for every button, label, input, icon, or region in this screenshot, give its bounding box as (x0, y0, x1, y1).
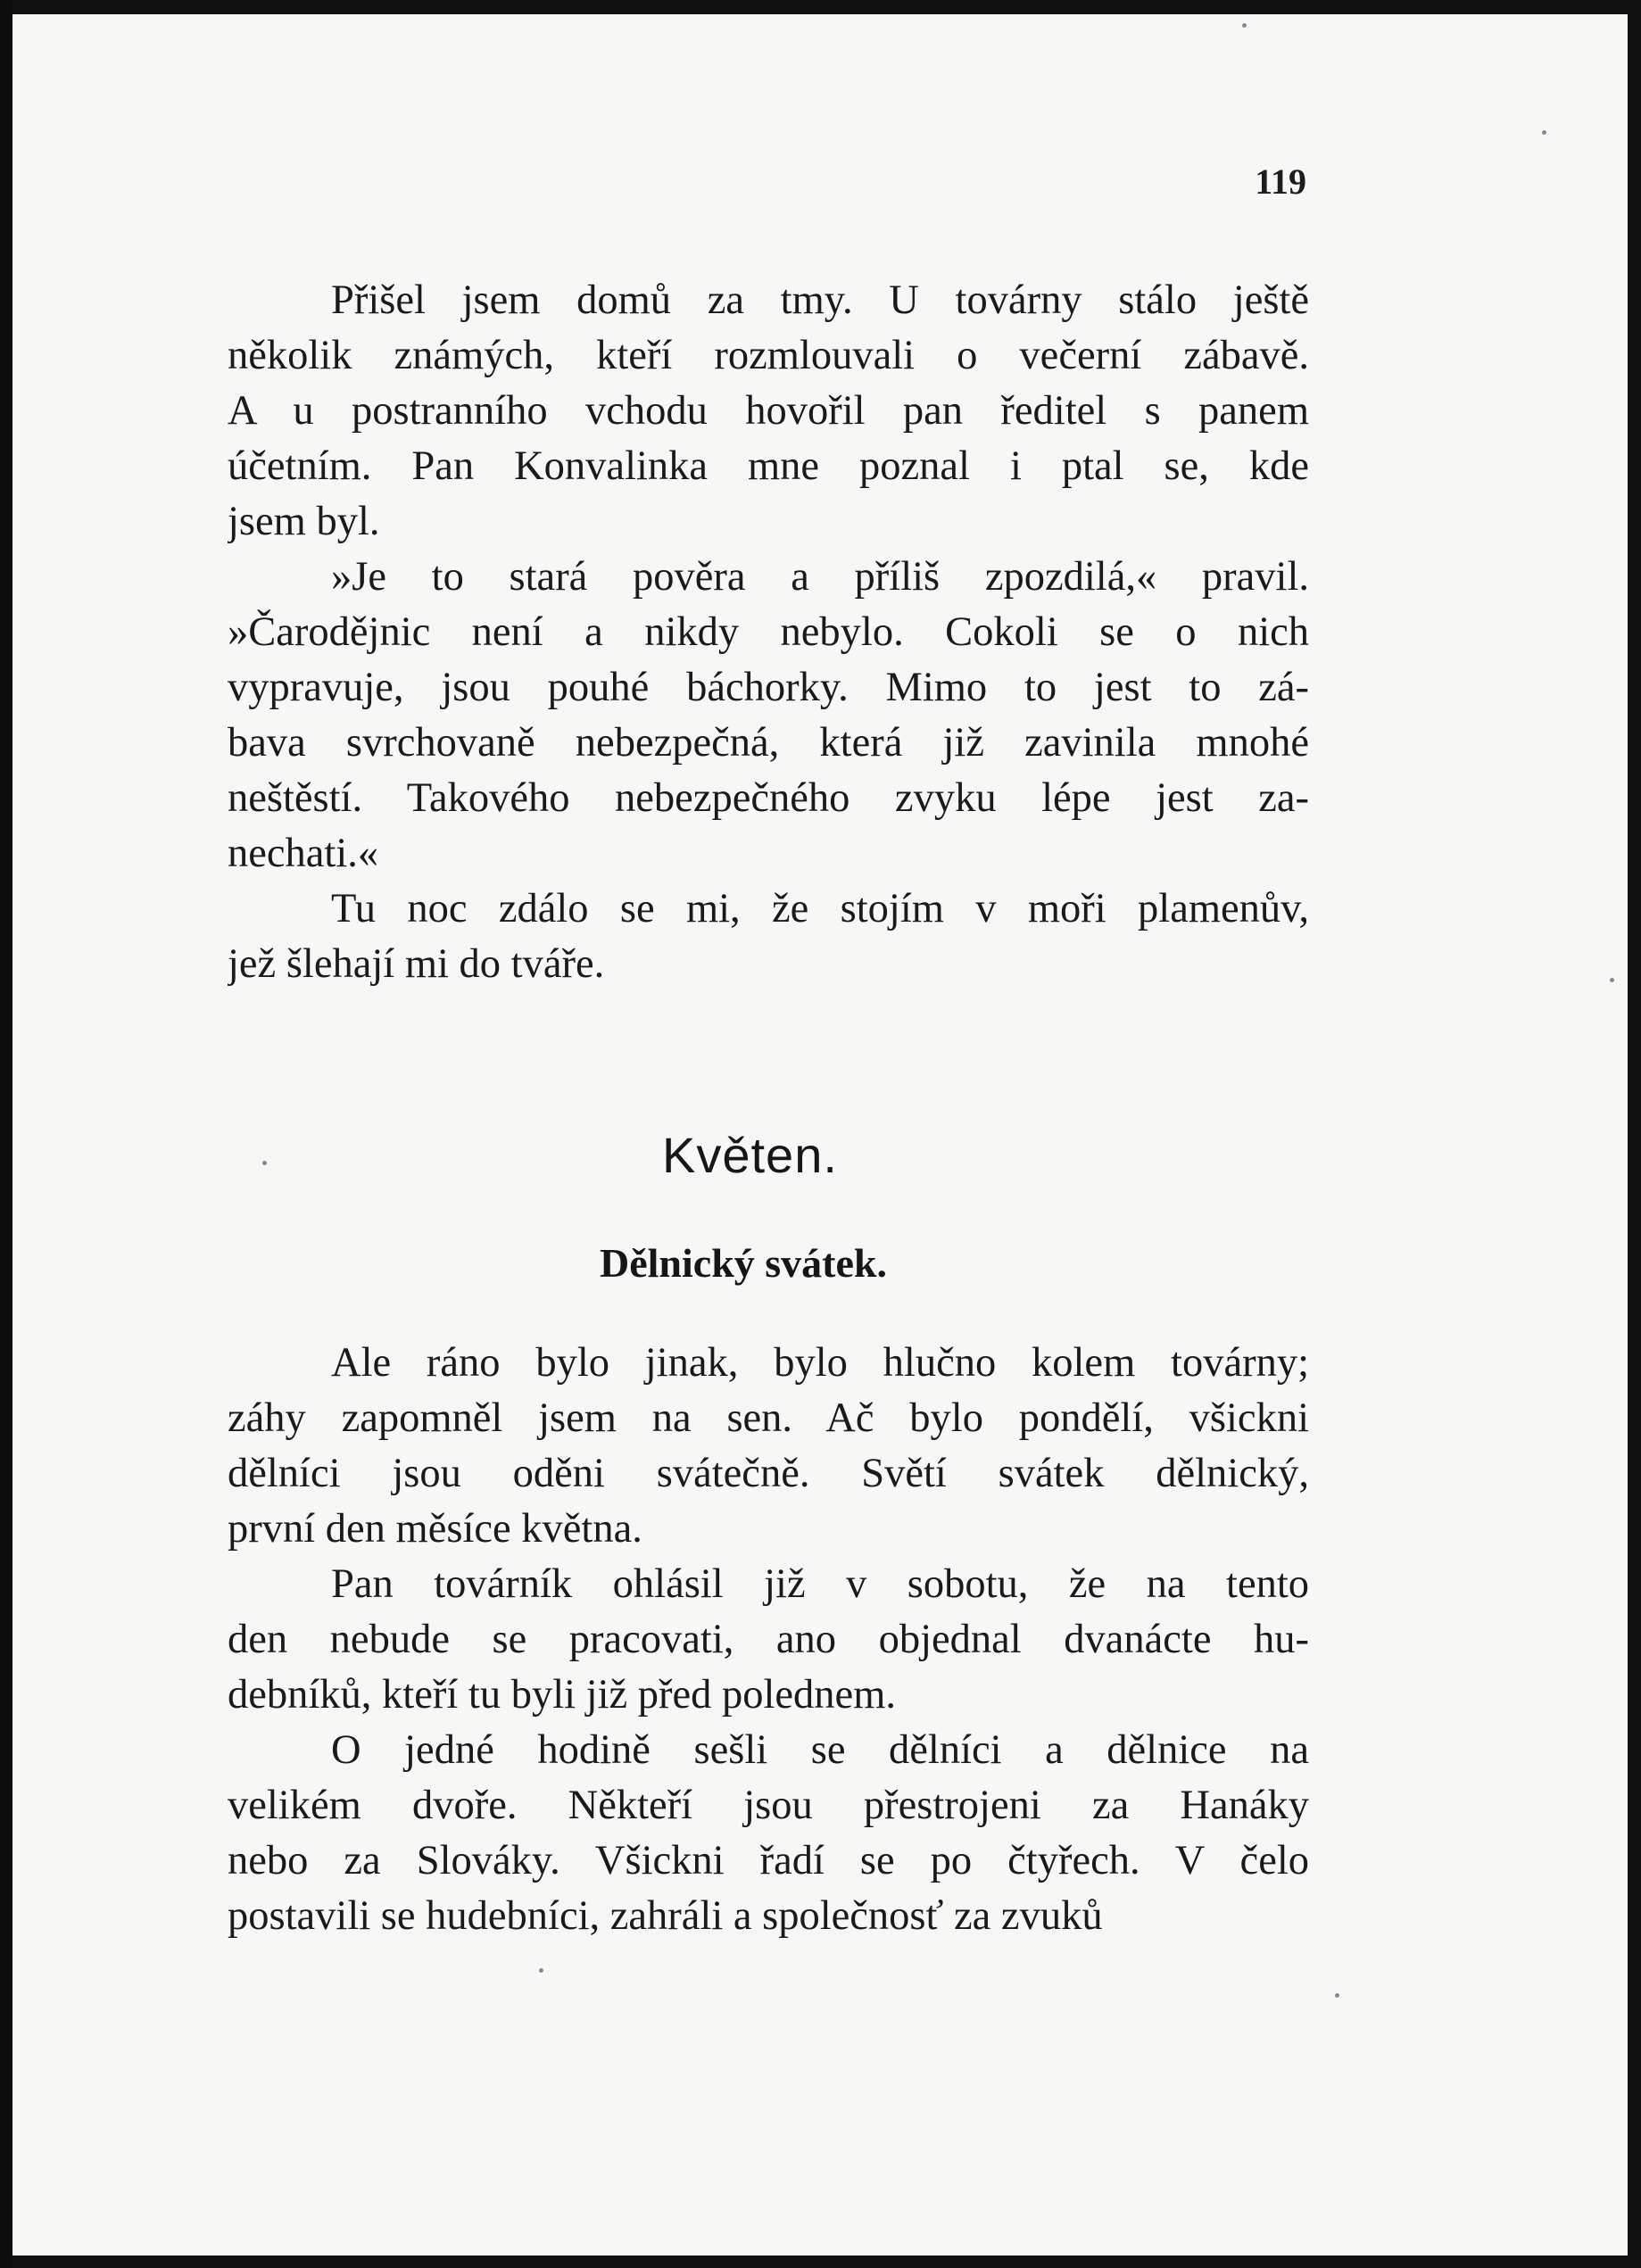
scan-speck (262, 1161, 267, 1165)
text-line: první den měsíce května. (228, 1506, 642, 1552)
text-line: velikém dvoře. Někteří jsou přestrojeni za Hanáky (228, 1783, 1309, 1828)
text-line: bava svrchovaně nebezpečná, která již zavinila mnohé (228, 720, 1309, 766)
text-line: A u postranního vchodu hovořil pan ředitel s panem (228, 388, 1309, 434)
text-line: Ale ráno bylo jinak, bylo hlučno kolem továrny; (331, 1340, 1309, 1386)
page-number: 119 (1255, 161, 1306, 202)
text-line: účetním. Pan Konvalinka mne poznal i ptal se, kde (228, 443, 1309, 489)
text-line: postavili se hudebníci, zahráli a společnosť za zvuků (228, 1893, 1103, 1939)
paragraph (228, 273, 1309, 550)
paragraph (228, 1723, 1309, 1944)
text-line: Přišel jsem domů za tmy. U továrny stálo ještě (331, 277, 1309, 323)
text-bottom (228, 1336, 1309, 1944)
text-line: Tu noc zdálo se mi, že stojím v moři plamenův, (331, 886, 1309, 931)
scan-speck (1242, 23, 1247, 28)
scan-speck (539, 1968, 543, 1973)
text-line: jsem byl. (228, 499, 380, 544)
text-line: debníků, kteří tu byli již před polednem. (228, 1672, 896, 1718)
paragraph (228, 550, 1309, 882)
section-title: Dělnický svátek. (600, 1240, 887, 1286)
scan-speck (1335, 1993, 1339, 1998)
text-line: několik známých, kteří rozmlouvali o večerní zábavě. (228, 333, 1309, 378)
text-line: O jedné hodině sešli se dělníci a dělnice na (331, 1727, 1309, 1773)
paragraph (228, 1336, 1309, 1557)
scan-speck (1610, 978, 1614, 982)
text-line: vypravuje, jsou pouhé báchorky. Mimo to jest to zá- (228, 665, 1309, 710)
paragraph (228, 1557, 1309, 1723)
text-top (228, 273, 1309, 992)
text-line: záhy zapomněl jsem na sen. Ač bylo pondělí, všickni (228, 1395, 1309, 1441)
text-line: nechati.« (228, 831, 379, 876)
text-line: »Je to stará pověra a příliš zpozdilá,« pravil. (331, 554, 1309, 600)
text-line: jež šlehají mi do tváře. (228, 941, 605, 987)
text-line: dělníci jsou oděni svátečně. Světí svátek dělnický, (228, 1451, 1309, 1496)
scan-edge (0, 0, 12, 2268)
text-line: den nebude se pracovati, ano objednal dvanácte hu- (228, 1617, 1309, 1662)
paragraph (228, 882, 1309, 992)
scan-speck (1542, 130, 1546, 135)
text-line: »Čarodějnic není a nikdy nebylo. Cokoli se o nich (228, 609, 1309, 655)
text-line: nebo za Slováky. Všickni řadí se po čtyřech. V čelo (228, 1838, 1309, 1883)
chapter-title: Květen. (662, 1127, 838, 1183)
text-line: neštěstí. Takového nebezpečného zvyku lépe jest za- (228, 775, 1309, 821)
text-line: Pan továrník ohlásil již v sobotu, že na tento (331, 1561, 1309, 1607)
